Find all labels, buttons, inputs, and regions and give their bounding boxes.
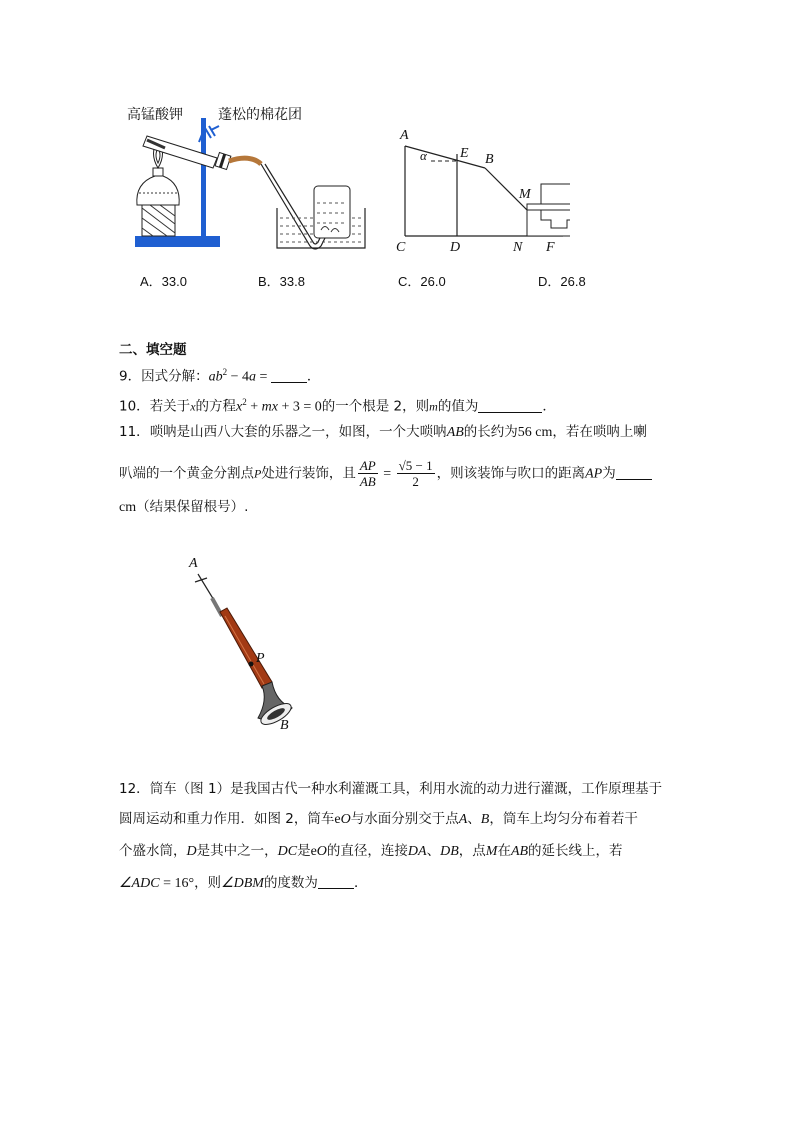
point-D: D — [450, 240, 461, 255]
suona-figure — [180, 560, 310, 740]
angle-alpha: α — [420, 148, 427, 163]
lab-apparatus-figure — [125, 118, 370, 253]
answer-blank-9[interactable] — [271, 368, 307, 383]
question-12-line2: 圆周运动和重力作用．如图 2，筒车eO与水面分别交于点A、B，筒车上均匀分布着若干 — [119, 811, 638, 827]
option-b: B．33.8 — [258, 274, 305, 289]
suona-label-A: A — [189, 556, 198, 571]
question-11-line2: 叭端的一个黄金分割点P处进行装饰，且 $\frac{AP}{AB}$ = $\frac{√5 - 1}{2}$ ，则该装饰与吹口的距离AP为 — [119, 458, 652, 489]
question-11-line3: cm（结果保留根号）. — [119, 499, 249, 515]
fraction-ap-ab: $\frac{AP}{AB}$ — [359, 458, 376, 489]
section-title: 二、填空题 — [119, 342, 187, 358]
point-F: F — [546, 240, 555, 255]
answer-blank-10[interactable] — [478, 398, 542, 413]
point-C: C — [396, 240, 406, 255]
question-12-line1: 12．筒车（图 1）是我国古代一种水利灌溉工具，利用水流的动力进行灌溉，工作原理基于 — [119, 781, 663, 797]
alcohol-lamp — [137, 176, 179, 205]
answer-blank-11[interactable] — [616, 465, 652, 480]
option-d: D．26.8 — [538, 274, 586, 289]
question-9: 9．因式分解：$ab^2 - 4a$ = ． — [119, 367, 321, 385]
point-M: M — [519, 187, 531, 202]
suona-label-P: P — [256, 651, 265, 666]
stand-base — [135, 236, 220, 247]
label-cotton: 蓬松的棉花团 — [218, 108, 302, 123]
suona-label-B: B — [280, 718, 289, 733]
point-A: A — [400, 128, 409, 143]
question-11-line1: 11．唢呐是山西八大套的乐器之一，如图，一个大唢呐AB的长约为56 cm，若在唢呐上喇 — [119, 424, 647, 440]
question-10: 10．若关于x的方程$x^2$ + mx + 3 = 0的一个根是 2，则m的值为 ． — [119, 397, 556, 415]
fraction-golden: $\frac{√5 - 1}{2}$ — [398, 458, 433, 489]
label-kmno4: 高锰酸钾 — [127, 108, 183, 123]
rubber-tube — [229, 158, 261, 164]
option-c: C．26.0 — [398, 274, 446, 289]
question-12-line3: 个盛水筒，D是其中之一，DC是eO的直径，连接DA、DB，点M在AB的延长线上，若 — [119, 843, 623, 859]
point-N: N — [513, 240, 523, 255]
question-12-line4: ∠ADC = 16°，则∠DBM的度数为 ． — [119, 875, 368, 891]
point-E: E — [460, 146, 469, 161]
point-B: B — [485, 152, 494, 167]
segment-AB — [405, 146, 485, 168]
answer-blank-12[interactable] — [318, 874, 354, 889]
point-P-dot — [249, 662, 254, 667]
option-a: A．33.0 — [140, 274, 187, 289]
